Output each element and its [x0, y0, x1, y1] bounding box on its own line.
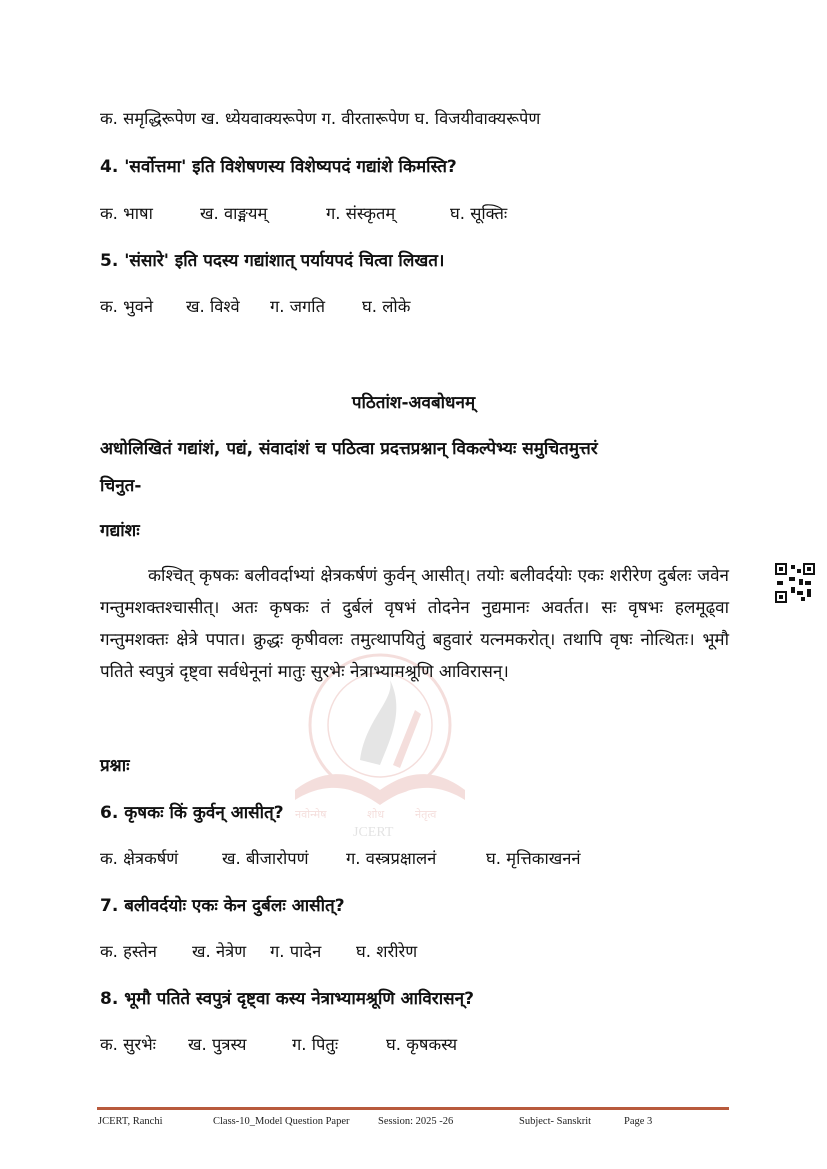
q7-option-c: ग. पादेन: [270, 942, 322, 961]
passage-text: [100, 560, 729, 688]
section-title: पठितांश-अवबोधनम्: [351, 393, 476, 413]
q8-option-b: ख. पुत्रस्य: [188, 1035, 247, 1054]
watermark-word-1: नवोन्मेष: [295, 808, 327, 821]
q5-option-c: ग. जगति: [270, 297, 325, 316]
q4-option-c: ग. संस्कृतम्: [326, 204, 396, 223]
questions-label: प्रश्नाः: [100, 756, 130, 776]
passage-label: गद्यांशः: [100, 521, 140, 541]
question-5: 5. 'संसारे' इति पदस्य गद्यांशात् पर्यायपदं चित्वा लिखत।: [100, 251, 445, 271]
q4-option-a: क. भाषा: [100, 204, 153, 223]
q3-options: क. समृद्धिरूपेण ख. ध्येयवाक्यरूपेण ग. वीरतारूपेण घ. विजयीवाक्यरूपेण: [100, 109, 541, 128]
q6-option-c: ग. वस्त्रप्रक्षालनं: [346, 849, 437, 868]
passage-body: कश्चित् कृषकः बलीवर्दाभ्यां क्षेत्रकर्षणं कुर्वन् आसीत्। तयोः बलीवर्दयोः एकः शरीरेण दुर्बलः जवेन गन्तुमशक्तश्चासीत्। अतः कृषकः तं दुर्बलं वृषभं तोदनेन नुद्यमानः अवर्तत। सः वृषभः हलमूढ्वा गन्तुमशक्तः क्षेत्रे पपात। क्रुद्धः कृषीवलः तमुत्थापयितुं बहुवारं यत्नमकरोत्। तथापि वृषः नोत्थितः। भूमौ पतिते स्वपुत्रं दृष्ट्वा सर्वधेनूनां मातुः सुरभेः नेत्राभ्यामश्रूणि आविरासन्।: [100, 566, 729, 682]
instruction-line-2: चिनुत-: [100, 476, 142, 496]
footer-paper: Class-10_Model Question Paper: [213, 1116, 350, 1127]
footer-subject: Subject- Sanskrit: [519, 1116, 592, 1127]
q8-option-c: ग. पितुः: [292, 1035, 339, 1054]
question-8: 8. भूमौ पतिते स्वपुत्रं दृष्ट्वा कस्य नेत्राभ्यामश्रूणि आविरासन्?: [100, 989, 474, 1009]
q8-option-a: क. सुरभेः: [100, 1035, 156, 1054]
q6-option-b: ख. बीजारोपणं: [222, 849, 309, 868]
footer-session: Session: 2025 -26: [378, 1116, 454, 1127]
q8-option-d: घ. कृषकस्य: [386, 1035, 458, 1054]
q7-option-d: घ. शरीरेण: [356, 942, 418, 961]
q6-option-d: घ. मृत्तिकाखननं: [486, 849, 581, 868]
footer-org: JCERT, Ranchi: [98, 1116, 163, 1127]
question-4: 4. 'सर्वोत्तमा' इति विशेषणस्य विशेष्यपदं गद्यांशे किमस्ति?: [100, 157, 457, 177]
footer-page: Page 3: [624, 1116, 653, 1127]
watermark-word-3: नेतृत्व: [415, 808, 437, 821]
watermark-brand: JCERT: [353, 825, 394, 840]
q4-option-b: ख. वाङ्मयम्: [200, 204, 268, 223]
question-6: 6. कृषकः किं कुर्वन् आसीत्?: [100, 803, 284, 823]
watermark-word-2: शोध: [367, 808, 385, 821]
q6-option-a: क. क्षेत्रकर्षणं: [100, 849, 179, 868]
qr-code-icon: [775, 563, 815, 603]
footer-rule: [97, 1107, 729, 1110]
q5-option-a: क. भुवने: [100, 297, 154, 316]
q7-option-a: क. हस्तेन: [100, 942, 157, 961]
q4-option-d: घ. सूक्तिः: [450, 204, 508, 223]
instruction-line-1: अधोलिखितं गद्यांशं, पद्यं, संवादांशं च पठित्वा प्रदत्तप्रश्नान् विकल्पेभ्यः समुचितमुत्तरं: [100, 439, 598, 459]
q5-option-d: घ. लोके: [362, 297, 411, 316]
q7-option-b: ख. नेत्रेण: [192, 942, 247, 961]
question-7: 7. बलीवर्दयोः एकः केन दुर्बलः आसीत्?: [100, 896, 345, 916]
q5-option-b: ख. विश्वे: [186, 297, 240, 316]
